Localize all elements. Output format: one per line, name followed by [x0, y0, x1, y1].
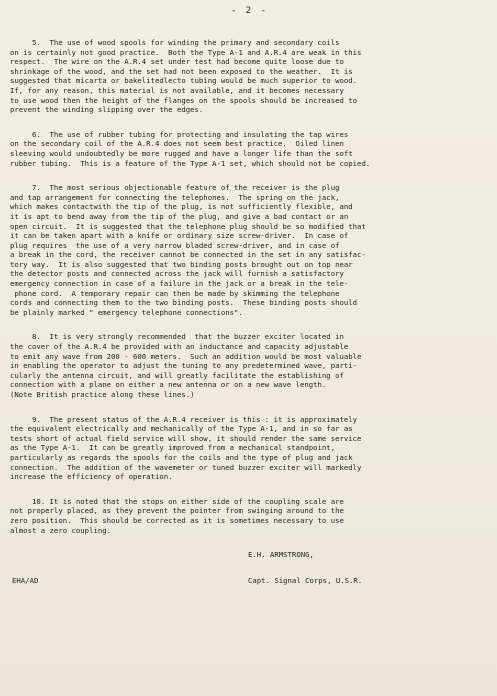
paragraph-10: 10. It is noted that the stops on either side of the coupling scale are not properly placed, as they prevent the pointer from swinging around to the zero position. This should be corrected as it is sometimes necessary to use almost a zero coupling.: [10, 496, 344, 535]
paragraph-8: 8. It is very strongly recommended that the buzzer exciter located in the cover of the A.R.4 be provided with an inductance and capacity adjustable to emit any wave from 200 - 600 meters. Such an addition would be most valuable in enabling the operator to adjust the tuning to any predetermined wave, parti- cularly the antenna circuit, and will greatly facilitate the establishing of connection with a plane on either a new antenna or on a new wave length. (Note British practice along these lines.): [10, 332, 362, 399]
paragraph-5: 5. The use of wood spools for winding the primary and secondary coils on is certainly not good practice. Both the Type A-1 and A.R.4 are weak in this respect. The wire on the A.R.4 set under test had become quite loose due to shrinkage of the wood, and the set had not been exposed to the weather. It is suggested that micarta or bakelitedlecto tubing would be much superior to wood. If, for any reason, this material is not available, and it becomes necessary to use wood then the height of the flanges on the spools should be increased to prevent the winding slipping over the edges.: [10, 38, 362, 115]
signature-title: Capt. Signal Corps, U.S.R.: [248, 575, 363, 585]
paragraph-6: 6. The use of rubber tubing for protecting and insulating the tap wires on the secondary coil of the A.R.4 does not seem best practice. Oiled linen sleeving would undoubtedly be more rugged and have a longer life than the soft rubber tubing. This is a feature of the Type A-1 set, which should not be copied.: [10, 129, 371, 168]
signature-name: E.H. ARMSTRONG,: [248, 550, 314, 560]
typist-initials: EHA/AD: [12, 575, 39, 585]
signature-row: [10, 576, 489, 588]
page-number: - 2 -: [230, 6, 269, 16]
paragraph-9: 9. The present status of the A.R.4 receiver is this : it is approximately the equivalent electrically and mechanically of the Type A-1, and in so far as tests short of actual field service will show, it should render the same service as the Type A-1. It can be greatly improved from a mechanical standpoint, particularly as regards the spools for the coils and the type of plug and jack connection. The addition of the wavemeter or tuned buzzer exciter will markedly increase the efficiency of operation.: [10, 414, 362, 482]
paragraph-7: 7. The most serious objectionable feature of the receiver is the plug and tap arrangement for connecting the telephones. The spring on the jack, which makes contactwith the tip of the plug, is not sufficiently flexible, and it is apt to bend away from the tip of the plug, and give a bad contact or an open circuit. It is suggested that the telephone plug should be so modified that it can be taken apart with a knife or ordinary size screw-driver. In case of plug requires the use of a very narrow bladed screw-driver, and in case of a break in the cord, the receiver cannot be connected in the set in any satisfac- tory way. It is also suggested that two binding posts brought out on top near the detector posts and connected across the jack will furnish a satisfactory emergency connection in case of a failure in the jack or a break in the tele- phone cord. A temporary repair can then be made by skimming the telephone cords and connecting them to the two binding posts. These binding posts should be plainly marked " emergency telephone connections".: [10, 183, 366, 317]
